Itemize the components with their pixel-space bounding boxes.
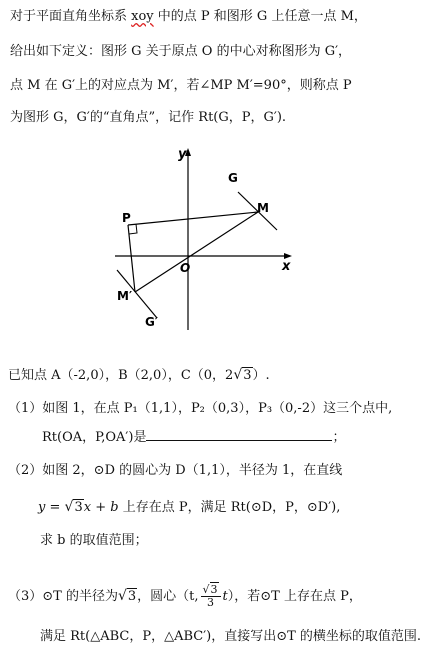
answer-blank <box>146 428 332 441</box>
question-2-line-2 <box>38 498 340 517</box>
m-label: M <box>257 201 269 215</box>
question-2-line-3: 求 b 的取值范围； <box>40 533 148 548</box>
definition-line-2: 给出如下定义：图形 G 关于原点 O 的中心对称图形为 G′， <box>10 44 352 59</box>
radicand: 3 <box>243 368 252 383</box>
fraction-numerator: √3 <box>201 584 221 597</box>
m-prime-label: M′ <box>117 289 133 303</box>
var-b: b <box>110 500 119 515</box>
g-label: G <box>228 171 238 185</box>
sqrt: √3 <box>233 367 252 383</box>
sqrt: √3 <box>117 588 137 604</box>
right-angle-mark <box>129 224 137 234</box>
known-points <box>8 366 270 385</box>
var-t: t <box>222 589 228 604</box>
line-mm-prime <box>135 212 258 292</box>
line-pm-prime <box>128 225 135 292</box>
definition-line-1 <box>10 8 367 26</box>
text: （3）⊙T 的半径为 <box>8 589 118 604</box>
fraction-denominator: 3 <box>207 596 215 609</box>
text: ）. <box>252 368 270 383</box>
text: ，圆心（t, <box>137 589 199 604</box>
xoy-term: xoy <box>131 9 154 24</box>
y-label: y <box>178 147 187 162</box>
radicand: 3 <box>127 589 137 604</box>
radicand: 3 <box>74 500 83 515</box>
x-label: x <box>282 259 291 274</box>
question-1-line-1: （1）如图 1，在点 P₁（1,1），P₂（0,3），P₃（0,-2）这三个点中, <box>8 401 393 416</box>
question-1-line-2 <box>42 428 345 447</box>
text: 对于平面直角坐标系 <box>10 9 132 24</box>
plus: + <box>95 500 107 515</box>
o-label: O <box>180 261 191 275</box>
text: 上存在点 P，满足 Rt(⊙D，P，⊙D′), <box>118 500 341 515</box>
text: ），若⊙T 上存在点 P， <box>227 589 362 604</box>
fraction <box>201 584 221 609</box>
line-pm <box>128 212 258 225</box>
coordinate-figure <box>95 140 305 340</box>
question-3-line-1 <box>8 580 362 613</box>
definition-line-4: 为图形 G，G′的“直角点”，记作 Rt(G，P，G′). <box>10 110 287 125</box>
g-prime-label: G′ <box>145 315 159 329</box>
var-x: x <box>83 500 92 515</box>
definition-line-3: 点 M 在 G′上的对应点为 M′，若∠MP M′=90°，则称点 P <box>10 78 352 93</box>
text: Rt(OA，P,OA′)是 <box>42 430 147 445</box>
var-y: y <box>38 500 46 515</box>
radicand: 3 <box>210 583 218 596</box>
question-2-line-1: （2）如图 2，⊙D 的圆心为 D（1,1），半径为 1，在直线 <box>8 463 343 478</box>
text: 中的点 P 和图形 G 上任意一点 M， <box>153 9 367 24</box>
equals: = <box>49 500 61 515</box>
sqrt: √3 <box>64 499 83 515</box>
coefficient: 2 <box>225 368 234 383</box>
text: 已知点 A（-2,0），B（2,0），C（0， <box>8 368 226 383</box>
text: ； <box>332 430 346 445</box>
question-3-line-2: 满足 Rt(△ABC，P，△ABC′)，直接写出⊙T 的横坐标的取值范围. <box>40 629 422 644</box>
p-label: P <box>122 211 131 225</box>
